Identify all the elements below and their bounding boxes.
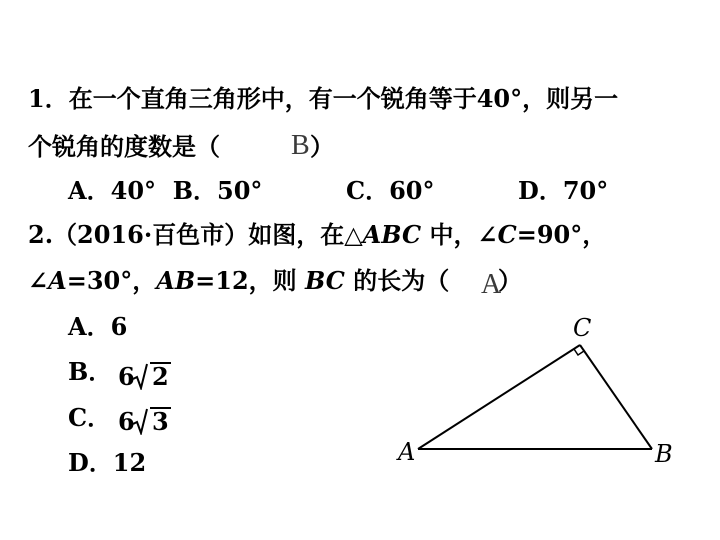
q2-abc: ABC <box>362 220 422 249</box>
q1-paren-close: ） <box>310 132 334 161</box>
q2-option-b-label: B． <box>68 357 113 386</box>
q2-eq30: =30°， <box>66 266 157 295</box>
side-cb <box>580 345 652 449</box>
q2-option-d: D．12 <box>68 448 147 477</box>
q2-option-b-coef: 6 <box>118 362 135 391</box>
q2-option-a: A．6 <box>68 312 128 341</box>
vertex-label-b: B <box>655 440 673 468</box>
q2-mid1: 中，∠ <box>421 220 498 249</box>
q2-angle: ∠ <box>28 266 49 295</box>
vertex-label-c: C <box>573 314 592 342</box>
q2-option-b-radicand: 2 <box>152 362 169 391</box>
side-ac <box>418 345 580 449</box>
q2-tail: 的长为（ <box>344 266 450 295</box>
q2-bc: BC <box>305 266 345 295</box>
q1-line2-text: 个锐角的度数是（ <box>28 132 220 161</box>
q2-a: A <box>48 266 67 295</box>
q2-mid2: =90°， <box>516 220 607 249</box>
q2-paren-close: ） <box>498 266 522 295</box>
q2-eq12: =12，则 <box>195 266 306 295</box>
q2-prefix: 2.（2016·百色市）如图，在△ <box>28 220 363 249</box>
q2-option-c-label: C． <box>68 403 112 432</box>
q2-ab: AB <box>156 266 196 295</box>
vertex-label-a: A <box>398 438 416 466</box>
q1-options: A．40° B．50° C．60° D．70° <box>68 176 609 205</box>
q2-option-c-coef: 6 <box>118 407 135 436</box>
q2-c: C <box>497 220 517 249</box>
q2-answer: A <box>481 269 502 300</box>
q1-line1: 1．在一个直角三角形中，有一个锐角等于40°，则另一 <box>28 84 619 113</box>
q1-answer: B <box>291 130 310 161</box>
q2-option-c-radicand: 3 <box>152 407 169 436</box>
